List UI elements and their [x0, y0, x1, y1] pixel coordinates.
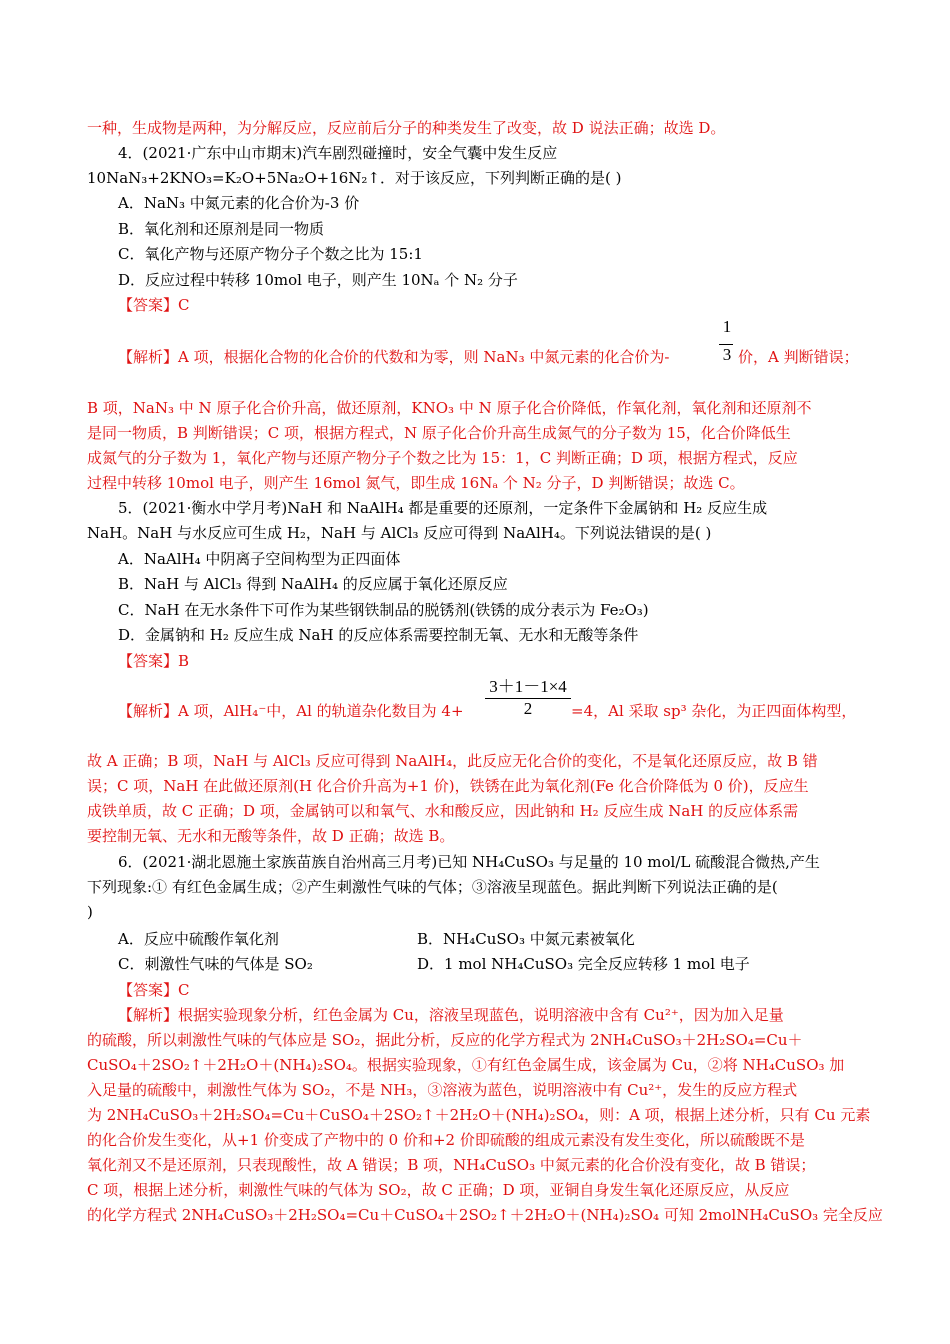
analysis-line: B 项，NaN₃ 中 N 原子化合价升高，做还原剂，KNO₃ 中 N 原子化合价降低，作氧化剂，氧化剂和还原剂不 — [87, 399, 812, 417]
answer-label: 【答案】B — [118, 652, 190, 670]
option-d: D．1 mol NH₄CuSO₃ 完全反应转移 1 mol 电子 — [417, 955, 750, 973]
analysis-line: 【解析】A 项，根据化合物的化合价的代数和为零，则 NaN₃ 中氮元素的化合价为- — [118, 348, 670, 366]
option-c: C．氧化产物与还原产物分子个数之比为 15:1 — [118, 245, 423, 263]
analysis-line: 成铁单质，故 C 正确；D 项，金属钠可以和氧气、水和酸反应，因此钠和 H₂ 反应生成 NaH 的反应体系需 — [87, 802, 799, 820]
analysis-line: 【解析】A 项，AlH₄⁻中，Al 的轨道杂化数目为 4+ — [118, 702, 464, 720]
fraction-numerator: 1 — [722, 317, 732, 336]
question-6-stem: 6．(2021·湖北恩施土家族苗族自治州高三月考)已知 NH₄CuSO₃ 与足量的 10 mol/L 硫酸混合微热,产生 — [118, 853, 820, 871]
option-b: B．NaH 与 AlCl₃ 得到 NaAlH₄ 的反应属于氧化还原反应 — [118, 575, 508, 593]
analysis-line: C 项，根据上述分析，刺激性气味的气体为 SO₂，故 C 正确；D 项，亚铜自身发生氧化还原反应，从反应 — [87, 1181, 790, 1199]
analysis-line: CuSO₄＋2SO₂↑＋2H₂O＋(NH₄)₂SO₄。根据实验现象，①有红色金属生成，该金属为 Cu，②将 NH₄CuSO₃ 加 — [87, 1056, 845, 1074]
analysis-line: =4，Al 采取 sp³ 杂化，为正四面体构型， — [571, 702, 857, 720]
question-4-stem: 4．(2021·广东中山市期末)汽车剧烈碰撞时，安全气囊中发生反应 — [118, 144, 558, 162]
fraction-numerator: 3＋1－1×4 — [489, 677, 567, 696]
analysis-line: 入足量的硫酸中，刺激性气体为 SO₂，不是 NH₃，③溶液为蓝色，说明溶液中有 Cu²⁺，发生的反应方程式 — [87, 1081, 798, 1099]
analysis-line: 氧化剂又不是还原剂，只表现酸性，故 A 错误；B 项，NH₄CuSO₃ 中氮元素的化合价没有变化，故 B 错误； — [87, 1156, 816, 1174]
analysis-line: 价，A 判断错误； — [738, 348, 859, 366]
question-6-stem: 下列现象:① 有红色金属生成；②产生刺激性气味的气体；③溶液呈现蓝色。据此判断下列说法正确的是( — [87, 878, 778, 896]
analysis-line: 误；C 项，NaH 在此做还原剂(H 化合价升高为+1 价)，铁锈在此为氧化剂(Fe 化合价降低为 0 价)，反应生 — [87, 777, 809, 795]
analysis-line: 故 A 正确；B 项，NaH 与 AlCl₃ 反应可得到 NaAlH₄，此反应无化合价的变化，不是氧化还原反应，故 B 错 — [87, 752, 818, 770]
analysis-line: 过程中转移 10mol 电子，则产生 16mol 氮气，即生成 16Nₐ 个 N₂ 分子，D 判断错误；故选 C。 — [87, 474, 745, 492]
option-b: B．NH₄CuSO₃ 中氮元素被氧化 — [417, 930, 635, 948]
analysis-line: 是同一物质，B 判断错误；C 项，根据方程式，N 原子化合价升高生成氮气的分子数为 15，化合价降低生 — [87, 424, 791, 442]
text-line: 一种，生成物是两种，为分解反应，反应前后分子的种类发生了改变，故 D 说法正确；故选 D。 — [87, 119, 726, 137]
question-5-stem: 5．(2021·衡水中学月考)NaH 和 NaAlH₄ 都是重要的还原剂，一定条件下金属钠和 H₂ 反应生成 — [118, 499, 768, 517]
analysis-line: 的硫酸，所以刺激性气味的气体应是 SO₂，据此分析，反应的化学方程式为 2NH₄CuSO₃＋2H₂SO₄=Cu＋ — [87, 1031, 803, 1049]
fraction-denominator: 3 — [722, 345, 732, 364]
option-a: A．NaAlH₄ 中阴离子空间构型为正四面体 — [118, 550, 401, 568]
question-4-equation: 10NaN₃+2KNO₃=K₂O+5Na₂O+16N₂↑．对于该反应，下列判断正确的是( ) — [87, 169, 622, 187]
option-a: A．NaN₃ 中氮元素的化合价为-3 价 — [118, 194, 360, 212]
option-a: A．反应中硫酸作氧化剂 — [118, 930, 279, 948]
analysis-line: 的化合价发生变化，从+1 价变成了产物中的 0 价和+2 价即硫酸的组成元素没有发生变化，所以硫酸既不是 — [87, 1131, 805, 1149]
analysis-line: 的化学方程式 2NH₄CuSO₃＋2H₂SO₄=Cu＋CuSO₄＋2SO₂↑＋2H₂O＋(NH₄)₂SO₄ 可知 2molNH₄CuSO₃ 完全反应 — [87, 1206, 883, 1224]
answer-label: 【答案】C — [118, 981, 190, 999]
option-d: D．金属钠和 H₂ 反应生成 NaH 的反应体系需要控制无氧、无水和无酸等条件 — [118, 626, 639, 644]
analysis-line: 为 2NH₄CuSO₃＋2H₂SO₄=Cu＋CuSO₄＋2SO₂↑＋2H₂O＋(NH₄)₂SO₄，则：A 项，根据上述分析，只有 Cu 元素 — [87, 1106, 871, 1124]
fraction-denominator: 2 — [523, 699, 533, 718]
answer-label: 【答案】C — [118, 296, 190, 314]
analysis-line: 【解析】根据实验现象分析，红色金属为 Cu，溶液呈现蓝色，说明溶液中含有 Cu²⁺，因为加入足量 — [118, 1006, 784, 1024]
option-d: D．反应过程中转移 10mol 电子，则产生 10Nₐ 个 N₂ 分子 — [118, 271, 518, 289]
question-5-stem: NaH。NaH 与水反应可生成 H₂，NaH 与 AlCl₃ 反应可得到 NaAlH₄。下列说法错误的是( ) — [87, 524, 712, 542]
option-c: C．刺激性气味的气体是 SO₂ — [118, 955, 313, 973]
question-6-stem: ) — [87, 903, 93, 921]
analysis-line: 成氮气的分子数为 1，氧化产物与还原产物分子个数之比为 15：1，C 判断正确；D 项，根据方程式，反应 — [87, 449, 798, 467]
analysis-line: 要控制无氧、无水和无酸等条件，故 D 正确；故选 B。 — [87, 827, 455, 845]
option-b: B．氧化剂和还原剂是同一物质 — [118, 220, 325, 238]
option-c: C．NaH 在无水条件下可作为某些钢铁制品的脱锈剂(铁锈的成分表示为 Fe₂O₃) — [118, 601, 649, 619]
